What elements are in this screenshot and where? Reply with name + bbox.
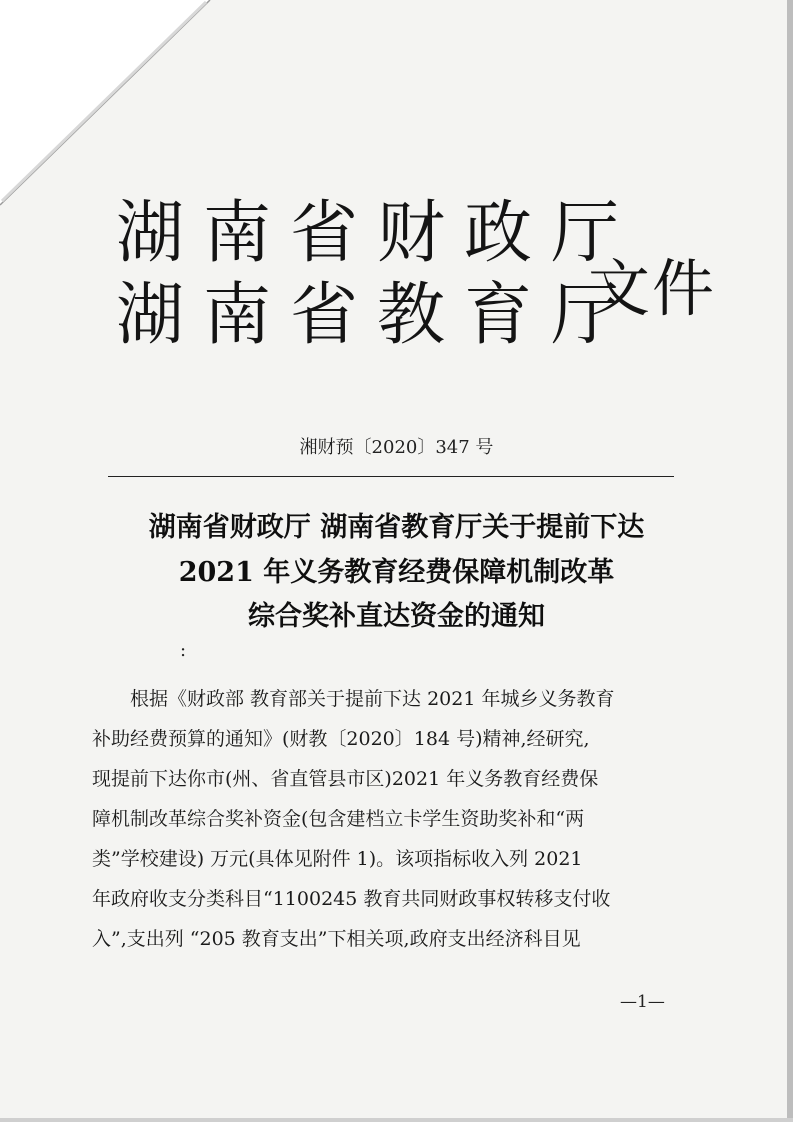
- header-divider: [108, 476, 674, 477]
- page-number: —1—: [620, 992, 665, 1012]
- scan-edge-bottom: [0, 1118, 793, 1122]
- body-line: 现提前下达你市(州、省直管县市区)2021 年义务教育经费保: [92, 768, 599, 790]
- body-line: 年政府收支分类科目“1100245 教育共同财政事权转移支付收: [92, 888, 611, 910]
- folded-corner: [0, 0, 240, 210]
- document-number: 湘财预〔2020〕347 号: [299, 437, 494, 458]
- issuer-education-dept: 湖南省教育厅: [116, 276, 639, 355]
- notice-title-line-2: 2021 年义务教育经费保障机制改革: [178, 557, 615, 588]
- notice-title-line-3: 综合奖补直达资金的通知: [248, 601, 545, 632]
- body-line: 根据《财政部 教育部关于提前下达 2021 年城乡义务教育: [92, 688, 615, 710]
- issuer-finance-dept: 湖南省财政厅: [116, 194, 639, 273]
- addressee: :: [180, 640, 187, 661]
- notice-title-line-1: 湖南省财政厅 湖南省教育厅关于提前下达: [148, 512, 645, 543]
- document-suffix: 文件: [588, 252, 717, 325]
- body-line: 入”,支出列 “205 教育支出”下相关项,政府支出经济科目见: [92, 928, 581, 950]
- body-line: 障机制改革综合奖补资金(包含建档立卡学生资助奖补和“两: [92, 808, 585, 830]
- scan-edge-right: [787, 0, 793, 1122]
- body-line: 补助经费预算的通知》(财教〔2020〕184 号)精神,经研究,: [92, 728, 590, 750]
- body-line: 类”学校建设) 万元(具体见附件 1)。该项指标收入列 2021: [92, 848, 583, 870]
